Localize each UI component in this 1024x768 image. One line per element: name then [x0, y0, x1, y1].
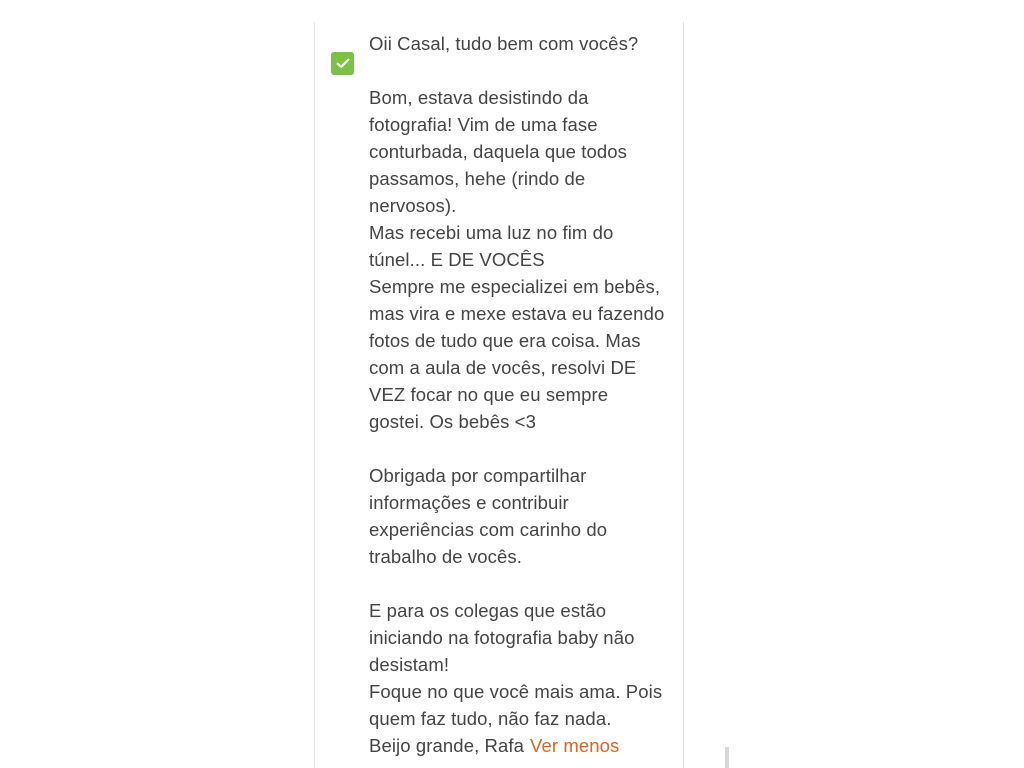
signature-text: Beijo grande, Rafa [369, 735, 525, 756]
review-line: fotos de tudo que era coisa. Mas [369, 330, 641, 351]
review-line: fotografia! Vim de uma fase [369, 114, 598, 135]
blank-line [369, 57, 661, 84]
review-line: nervosos). [369, 195, 457, 216]
blank-line [369, 570, 661, 597]
ver-menos-link[interactable]: Ver menos [530, 735, 620, 756]
review-line: quem faz tudo, não faz nada. [369, 708, 612, 729]
checkbox-checked[interactable] [331, 52, 354, 75]
review-line: com a aula de vocês, resolvi DE [369, 357, 637, 378]
review-line: iniciando na fotografia baby não [369, 627, 635, 648]
review-line: E para os colegas que estão [369, 600, 607, 621]
review-line: Foque no que você mais ama. Pois [369, 681, 663, 702]
review-line: VEZ focar no que eu sempre [369, 384, 609, 405]
review-line: Bom, estava desistindo da [369, 87, 589, 108]
review-text [369, 30, 665, 759]
review-card [314, 22, 684, 768]
review-line: experiências com carinho do [369, 519, 608, 540]
review-line: passamos, hehe (rindo de [369, 168, 586, 189]
checkmark-icon [336, 58, 350, 69]
review-lines [369, 30, 665, 732]
review-line: conturbada, daquela que todos [369, 141, 627, 162]
review-last-line [369, 732, 661, 759]
scrollbar-thumb[interactable] [725, 747, 729, 768]
review-line: Oii Casal, tudo bem com vocês? [369, 33, 639, 54]
review-line: desistam! [369, 654, 450, 675]
review-line: Mas recebi uma luz no fim do [369, 222, 614, 243]
review-line: mas vira e mexe estava eu fazendo [369, 303, 665, 324]
review-line: Sempre me especializei em bebês, [369, 276, 661, 297]
review-line: informações e contribuir [369, 492, 569, 513]
review-line: Obrigada por compartilhar [369, 465, 587, 486]
review-line: gostei. Os bebês <3 [369, 411, 536, 432]
blank-line [369, 435, 661, 462]
review-line: trabalho de vocês. [369, 546, 522, 567]
review-line: túnel... E DE VOCÊS [369, 249, 545, 270]
